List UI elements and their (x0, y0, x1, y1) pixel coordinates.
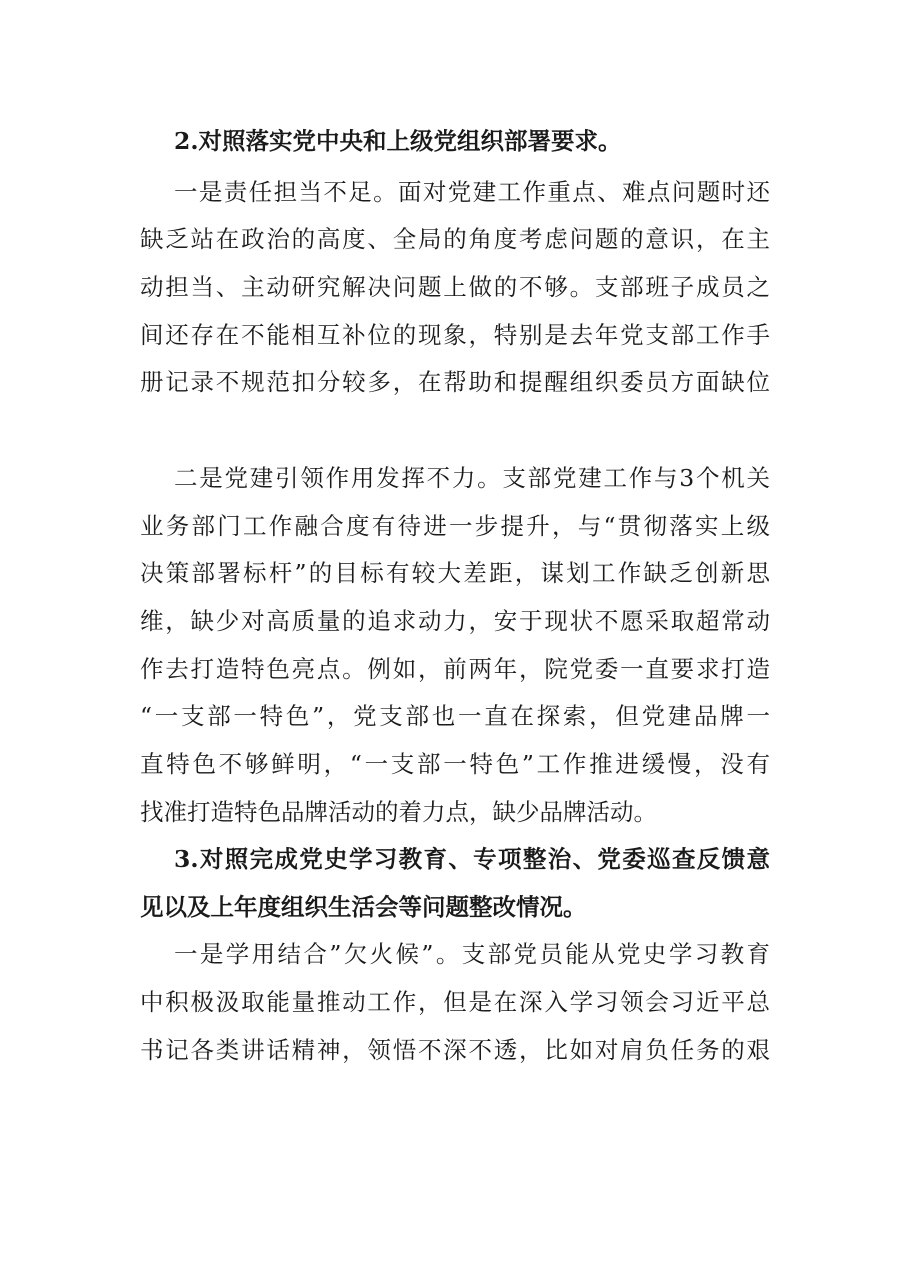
paragraph-line: 决策部署标杆”的目标有较大差距，谋划工作缺乏创新思 (140, 559, 770, 587)
paragraph-line: 业务部门工作融合度有待进一步提升，与“贯彻落实上级 (140, 512, 770, 540)
paragraph-line: 中积极汲取能量推动工作，但是在深入学习领会习近平总 (140, 988, 770, 1016)
section-heading-2: 2.对照落实党中央和上级党组织部署要求。 (174, 127, 622, 155)
paragraph-line: 册记录不规范扣分较多，在帮助和提醒组织委员方面缺位 (140, 368, 770, 396)
paragraph-line: 一是责任担当不足。面对党建工作重点、难点问题时还 (174, 178, 770, 206)
paragraph-line: 直特色不够鲜明，“一支部一特色”工作推进缓慢，没有 (140, 750, 770, 778)
paragraph-line: 二是党建引领作用发挥不力。支部党建工作与3个机关 (174, 464, 770, 492)
paragraph-line: 动担当、主动研究解决问题上做的不够。支部班子成员之 (140, 273, 770, 301)
paragraph-line: 间还存在不能相互补位的现象，特别是去年党支部工作手 (140, 321, 770, 349)
section-heading-3-cont: 见以及上年度组织生活会等问题整改情况。 (140, 893, 587, 921)
paragraph-line: 书记各类讲话精神，领悟不深不透，比如对肩负任务的艰 (140, 1036, 770, 1064)
section-heading-3: 3.对照完成党史学习教育、专项整治、党委巡查反馈意 (174, 845, 770, 873)
paragraph-line: 维，缺少对高质量的追求动力，安于现状不愿采取超常动 (140, 607, 770, 635)
paragraph-line: 作去打造特色亮点。例如，前两年，院党委一直要求打造 (140, 655, 770, 683)
paragraph-line: 缺乏站在政治的高度、全局的角度考虑问题的意识，在主 (140, 225, 770, 253)
paragraph-line: 找准打造特色品牌活动的着力点，缺少品牌活动。 (140, 798, 657, 826)
paragraph-line: 一是学用结合”欠火候”。支部党员能从党史学习教育 (174, 940, 770, 968)
paragraph-line: “一支部一特色”，党支部也一直在探索，但党建品牌一 (140, 702, 770, 730)
